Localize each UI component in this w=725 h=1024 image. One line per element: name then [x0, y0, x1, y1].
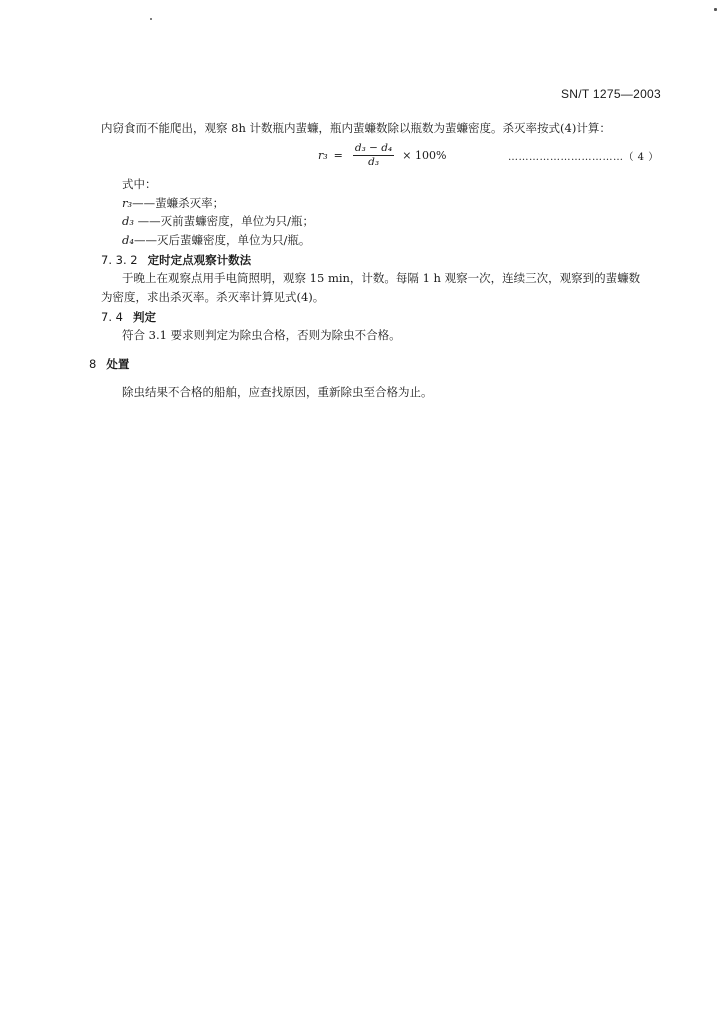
definition-text: ——灭前蜚蠊密度，单位为只/瓶；: [133, 214, 315, 228]
section-title: 判定: [132, 310, 156, 324]
body-paragraph-7-3-2-line-1: 于晚上在观察点用手电筒照明，观察 15 min，计数。每隔 1 h 观察一次，连续三次，观察到的蜚蠊数: [122, 271, 641, 285]
formula-numerator: d₃ − d₄: [354, 142, 393, 154]
scan-speck: [150, 18, 152, 20]
definition-symbol: r₃: [122, 196, 133, 210]
formula-equals: =: [333, 149, 343, 162]
formula-denominator: d₃: [368, 156, 380, 168]
definition-text: ——蜚蠊杀灭率；: [132, 196, 225, 210]
formula-fraction: [353, 142, 394, 169]
body-paragraph-7-4: 符合 3.1 要求则判定为除虫合格，否则为除虫不合格。: [122, 328, 401, 342]
body-paragraph-8: 除虫结果不合格的船舶，应查找原因，重新除虫至合格为止。: [122, 385, 433, 399]
section-number: 7. 3. 2: [101, 253, 138, 267]
formula-multiplier: × 100%: [402, 149, 447, 162]
definition-symbol: d₄: [122, 233, 134, 247]
section-title: 定时定点观察计数法: [147, 253, 252, 267]
section-heading-7-3-2: [101, 252, 251, 268]
section-heading-7-4: [101, 309, 156, 325]
definition-text: ——灭后蜚蠊密度，单位为只/瓶。: [133, 233, 311, 247]
definition-d4: [122, 233, 310, 248]
section-heading-8: [89, 356, 129, 372]
section-number: 8: [89, 357, 97, 371]
equation-number: ……………………………（ 4 ）: [508, 152, 659, 163]
formula-lhs: r₃: [318, 149, 328, 162]
definition-d3: [122, 214, 314, 229]
scan-speck: [714, 8, 717, 11]
where-label: 式中：: [122, 177, 157, 191]
formula-4: [318, 142, 446, 169]
body-line-1: 内窃食而不能爬出，观察 8h 计数瓶内蜚蠊，瓶内蜚蠊数除以瓶数为蜚蠊密度。杀灭率按式(4)计算：: [101, 121, 611, 135]
section-title: 处置: [106, 357, 130, 371]
section-number: 7. 4: [101, 310, 123, 324]
standard-number: SN/T 1275—2003: [560, 87, 661, 101]
definition-symbol: d₃: [122, 214, 134, 228]
body-paragraph-7-3-2-line-2: 为密度，求出杀灭率。杀灭率计算见式(4)。: [101, 290, 325, 304]
definition-r3: [122, 196, 224, 211]
